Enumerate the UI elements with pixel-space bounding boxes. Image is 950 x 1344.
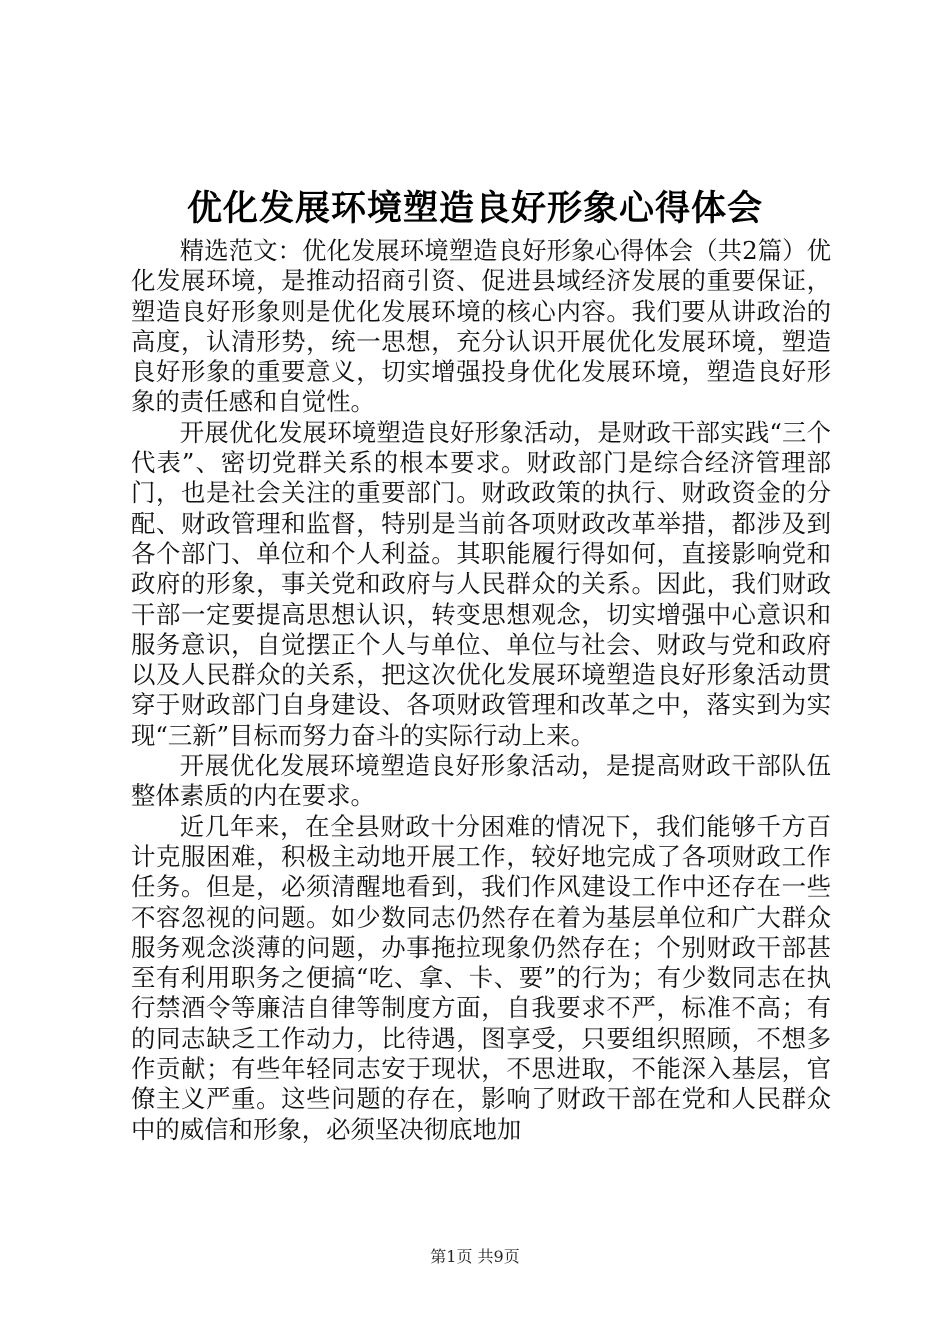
page-footer: 第1页 共9页 xyxy=(430,1247,520,1266)
document-body xyxy=(131,236,831,1145)
paragraph-4: 近几年来，在全县财政十分困难的情况下，我们能够千方百计克服困难，积极主动地开展工作，较好地完成了各项财政工作任务。但是，必须清醒地看到，我们作风建设工作中还存在一些不容忽视的问题。如少数同志仍然存在着为基层单位和广大群众服务观念淡薄的问题，办事拖拉现象仍然存在；个别财政干部甚至有利用职务之便搞“吃、拿、卡、要”的行为；有少数同志在执行禁酒令等廉洁自律等制度方面，自我要求不严，标准不高；有的同志缺乏工作动力，比待遇，图享受，只要组织照顾，不想多作贡献；有些年轻同志安于现状，不思进取，不能深入基层，官僚主义严重。这些问题的存在，影响了财政干部在党和人民群众中的威信和形象，必须坚决彻底地加 xyxy=(131,811,831,1144)
paragraph-2: 开展优化发展环境塑造良好形象活动，是财政干部实践“三个代表”、密切党群关系的根本要求。财政部门是综合经济管理部门，也是社会关注的重要部门。财政政策的执行、财政资金的分配、财政管理和监督，特别是当前各项财政改革举措，都涉及到各个部门、单位和个人利益。其职能履行得如何，直接影响党和政府的形象，事关党和政府与人民群众的关系。因此，我们财政干部一定要提高思想认识，转变思想观念，切实增强中心意识和服务意识，自觉摆正个人与单位、单位与社会、财政与党和政府以及人民群众的关系，把这次优化发展环境塑造良好形象活动贯穿于财政部门自身建设、各项财政管理和改革之中，落实到为实现“三新”目标而努力奋斗的实际行动上来。 xyxy=(131,417,831,750)
document-title: 优化发展环境塑造良好形象心得体会 xyxy=(186,189,763,229)
paragraph-3: 开展优化发展环境塑造良好形象活动，是提高财政干部队伍整体素质的内在要求。 xyxy=(131,751,831,811)
paragraph-1: 精选范文：优化发展环境塑造良好形象心得体会（共2篇）优化发展环境，是推动招商引资、促进县域经济发展的重要保证，塑造良好形象则是优化发展环境的核心内容。我们要从讲政治的高度，认清形势，统一思想，充分认识开展优化发展环境，塑造良好形象的重要意义，切实增强投身优化发展环境，塑造良好形象的责任感和自觉性。 xyxy=(131,236,831,417)
